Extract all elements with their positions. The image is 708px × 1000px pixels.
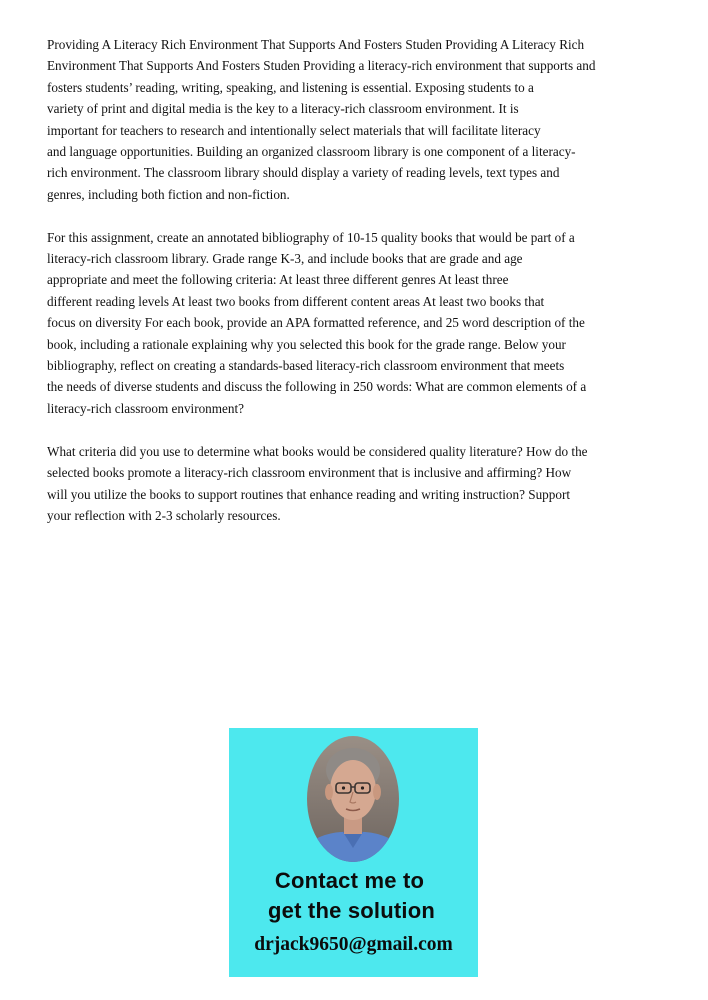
text-line: bibliography, reflect on creating a standards-based literacy-rich classroom environment that meets — [47, 358, 565, 374]
text-line: your reflection with 2-3 scholarly resources. — [47, 507, 281, 523]
text-line: and language opportunities. Building an organized classroom library is one component of a literacy- — [47, 144, 576, 160]
text-line: will you utilize the books to support routines that enhance reading and writing instruction? Support — [47, 486, 571, 502]
text-line: appropriate and meet the following criteria: At least three different genres At least three — [47, 272, 509, 288]
text-line: book, including a rationale explaining why you selected this book for the grade range. Below your — [47, 336, 566, 352]
paragraph-reflection — [47, 441, 647, 527]
paragraph-intro — [47, 34, 647, 205]
contact-heading: Contact me to — [274, 868, 425, 893]
document-body — [47, 34, 647, 548]
text-line: literacy-rich classroom library. Grade range K-3, and include books that are grade and age — [47, 251, 523, 267]
text-line: For this assignment, create an annotated bibliography of 10-15 quality books that would be part of a — [47, 229, 575, 245]
text-line: What criteria did you use to determine what books would be considered quality literature? How do the — [47, 443, 588, 459]
text-line: Environment That Supports And Fosters Studen Providing a literacy-rich environment that supports and — [47, 58, 596, 74]
text-line: fosters students’ reading, writing, speaking, and listening is essential. Exposing students to a — [47, 79, 534, 95]
text-line: different reading levels At least two books from different content areas At least two books that — [47, 293, 545, 309]
text-line: genres, including both fiction and non-fiction. — [47, 186, 290, 202]
contact-advertisement[interactable] — [229, 728, 478, 977]
text-line: important for teachers to research and intentionally select materials that will facilitate literacy — [47, 122, 541, 138]
text-line: selected books promote a literacy-rich classroom environment that is inclusive and affirming? How — [47, 465, 572, 481]
text-line: variety of print and digital media is the key to a literacy-rich classroom environment. It is — [47, 101, 519, 117]
text-line: rich environment. The classroom library should display a variety of reading levels, text types and — [47, 165, 560, 181]
text-line: Providing A Literacy Rich Environment That Supports And Fosters Studen Providing A Literacy Rich — [47, 37, 585, 52]
text-line: literacy-rich classroom environment? — [47, 400, 245, 416]
paragraph-assignment — [47, 227, 647, 420]
portrait-photo — [307, 736, 399, 862]
text-line: the needs of diverse students and discuss the following in 250 words: What are common elements of a — [47, 379, 587, 395]
text-line: focus on diversity For each book, provide an APA formatted reference, and 25 word description of the — [47, 315, 585, 331]
contact-email[interactable]: drjack9650@gmail.com — [254, 934, 453, 955]
contact-subheading: get the solution — [268, 898, 435, 923]
